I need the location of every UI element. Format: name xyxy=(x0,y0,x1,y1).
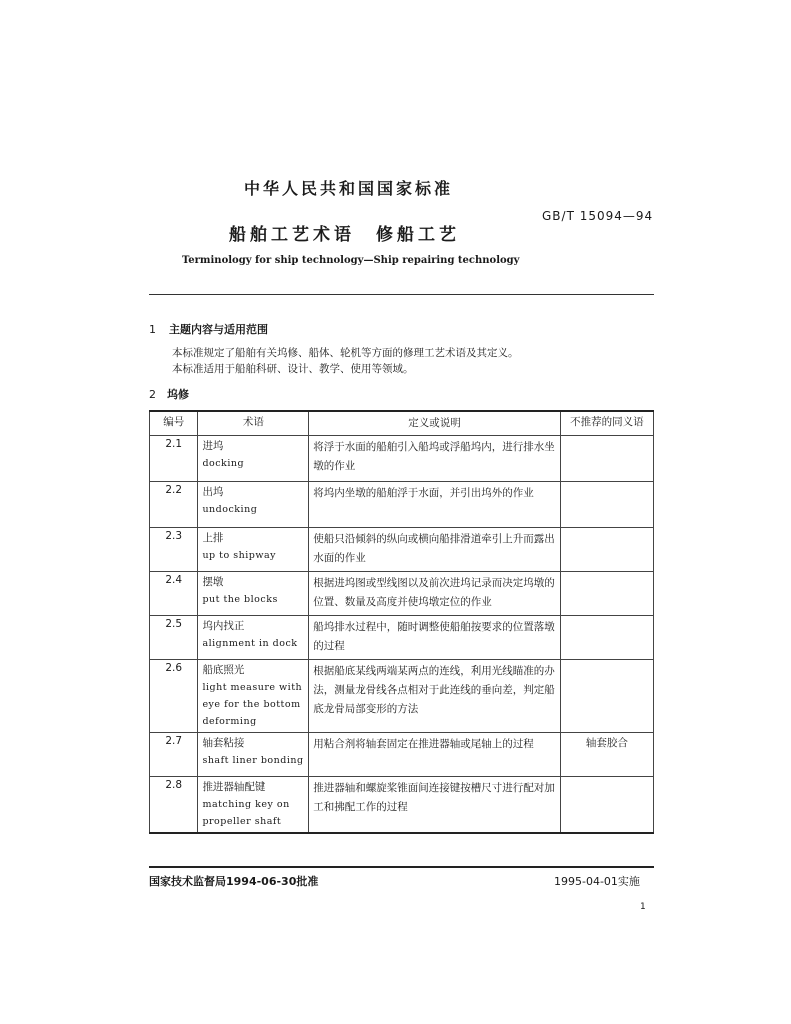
row-deprecated xyxy=(560,616,653,660)
section-1-title: 主题内容与适用范围 xyxy=(169,323,268,336)
header-deprecated: 不推荐的同义语 xyxy=(560,411,653,436)
section-2-number: 2 xyxy=(149,388,156,401)
table-header-row xyxy=(150,411,654,436)
term-en: up to shipway xyxy=(202,550,276,561)
row-num: 2.3 xyxy=(150,528,198,572)
term-cn: 推进器轴配键 xyxy=(202,781,266,793)
standard-code: GB/T 15094—94 xyxy=(542,209,654,223)
header-definition: 定义或说明 xyxy=(309,411,561,436)
term-en: matching key on propeller shaft xyxy=(202,799,290,827)
term-cn: 摆墩 xyxy=(202,576,224,588)
table-row xyxy=(150,660,654,733)
section-2-title: 坞修 xyxy=(167,388,189,401)
row-term xyxy=(198,528,309,572)
row-term xyxy=(198,777,309,834)
table-row xyxy=(150,528,654,572)
row-term xyxy=(198,733,309,777)
row-num: 2.5 xyxy=(150,616,198,660)
row-num: 2.1 xyxy=(150,436,198,482)
header-term: 术语 xyxy=(198,411,309,436)
row-deprecated xyxy=(560,660,653,733)
row-deprecated xyxy=(560,482,653,528)
term-en: shaft liner bonding xyxy=(202,755,304,766)
term-en: docking xyxy=(202,458,245,469)
table-row xyxy=(150,616,654,660)
term-en: alignment in dock xyxy=(202,638,298,649)
section-1-heading xyxy=(149,321,268,337)
terms-table xyxy=(149,410,654,834)
approval-date: 国家技术监督局1994-06-30批准 xyxy=(149,875,319,888)
term-en: light measure with eye for the bottom deforming xyxy=(202,682,303,727)
row-definition: 推进器轴和螺旋桨锥面间连接键按槽尺寸进行配对加工和拂配工作的过程 xyxy=(309,777,561,834)
row-num: 2.6 xyxy=(150,660,198,733)
row-num: 2.4 xyxy=(150,572,198,616)
row-deprecated xyxy=(560,572,653,616)
table-row xyxy=(150,436,654,482)
row-definition: 使船只沿倾斜的纵向或横向船排滑道牵引上升而露出水面的作业 xyxy=(309,528,561,572)
section-1-paragraph-2: 本标准适用于船舶科研、设计、教学、使用等领域。 xyxy=(172,363,414,375)
header-num: 编号 xyxy=(150,411,198,436)
term-cn: 坞内找正 xyxy=(202,620,245,632)
row-definition: 根据进坞图或型线图以及前次进坞记录而决定坞墩的位置、数量及高度并使坞墩定位的作业 xyxy=(309,572,561,616)
row-term xyxy=(198,572,309,616)
table-row xyxy=(150,572,654,616)
row-num: 2.8 xyxy=(150,777,198,834)
document-title-cn: 船舶工艺术语 修船工艺 xyxy=(229,225,460,245)
table-row xyxy=(150,777,654,834)
term-cn: 轴套粘接 xyxy=(202,737,245,749)
row-definition: 将坞内坐墩的船舶浮于水面，并引出坞外的作业 xyxy=(309,482,561,528)
row-term xyxy=(198,436,309,482)
table-row xyxy=(150,733,654,777)
row-definition: 用粘合剂将轴套固定在推进器轴或尾轴上的过程 xyxy=(309,733,561,777)
implementation-date: 1995-04-01实施 xyxy=(554,875,640,888)
document-title-en: Terminology for ship technology—Ship repairing technology xyxy=(182,255,520,266)
national-standard-heading: 中华人民共和国国家标准 xyxy=(244,179,454,198)
row-deprecated xyxy=(560,436,653,482)
term-en: put the blocks xyxy=(202,594,278,605)
row-deprecated xyxy=(560,777,653,834)
section-1-paragraph-1: 本标准规定了船舶有关坞修、船体、轮机等方面的修理工艺术语及其定义。 xyxy=(172,347,519,359)
row-deprecated: 轴套胶合 xyxy=(560,733,653,777)
table-row xyxy=(150,482,654,528)
row-definition: 根据船底某线两端某两点的连线，利用光线瞄准的办法，测量龙骨线各点相对于此连线的垂向差，判定船底龙骨局部变形的方法 xyxy=(309,660,561,733)
page-number: 1 xyxy=(640,902,646,912)
header-rule xyxy=(149,294,654,295)
section-2-heading xyxy=(149,386,189,402)
row-definition: 船坞排水过程中，随时调整使船舶按要求的位置落墩的过程 xyxy=(309,616,561,660)
term-cn: 上排 xyxy=(202,532,224,544)
row-term xyxy=(198,660,309,733)
row-deprecated xyxy=(560,528,653,572)
section-1-number: 1 xyxy=(149,323,156,336)
term-en: undocking xyxy=(202,504,258,515)
row-term xyxy=(198,616,309,660)
row-num: 2.2 xyxy=(150,482,198,528)
term-cn: 进坞 xyxy=(202,440,224,452)
term-cn: 船底照光 xyxy=(202,664,245,676)
term-cn: 出坞 xyxy=(202,486,224,498)
footer-rule xyxy=(149,866,654,868)
row-num: 2.7 xyxy=(150,733,198,777)
row-definition: 将浮于水面的船舶引入船坞或浮船坞内，进行排水坐墩的作业 xyxy=(309,436,561,482)
row-term xyxy=(198,482,309,528)
